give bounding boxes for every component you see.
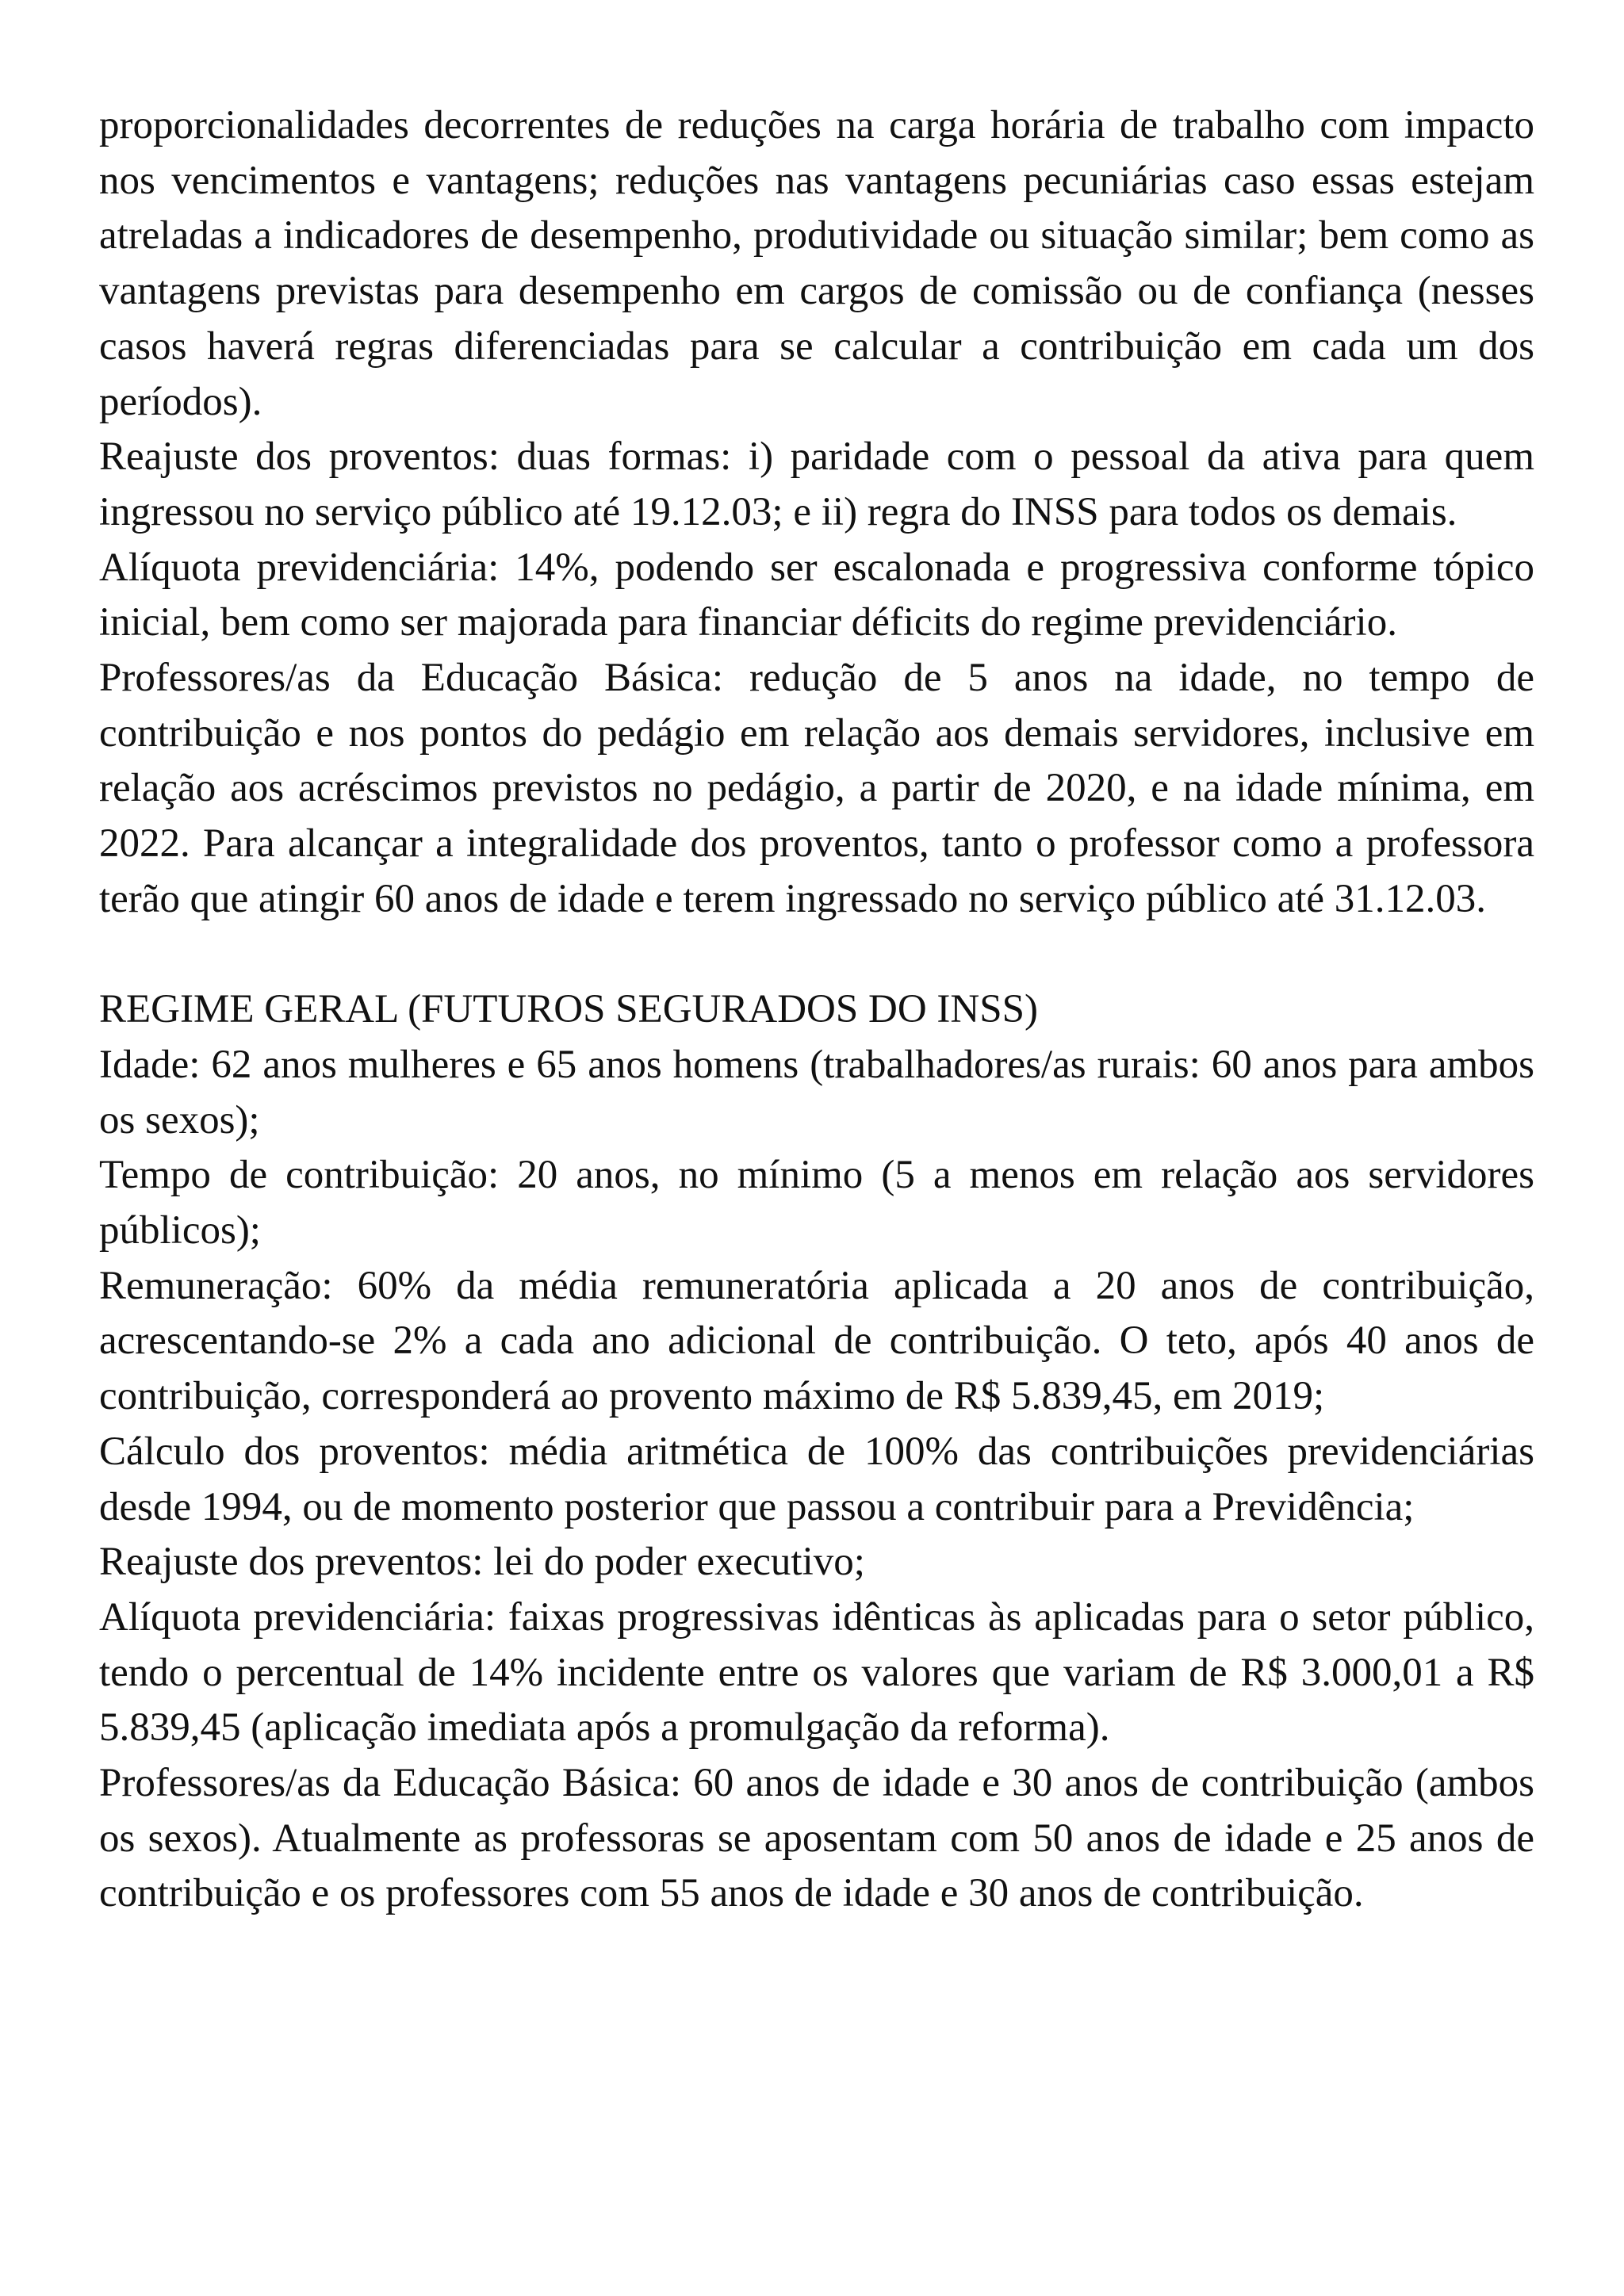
paragraph-idade: Idade: 62 anos mulheres e 65 anos homens (trabalhadores/as rurais: 60 anos para ambos os sexos);: [99, 1042, 1534, 1142]
paragraph-reajuste-preventos: Reajuste dos preventos: lei do poder executivo;: [99, 1540, 865, 1585]
document-page: [99, 98, 1534, 1922]
paragraph-proporcionalidades: proporcionalidades decorrentes de reduções na carga horária de trabalho com impacto nos vencimentos e vantagens; reduções nas vantagens pecuniárias caso essas estejam atreladas a indicadores de desempenho, produtividade ou situação similar; bem como as vantagens previstas para desempenho em cargos de comissão ou de confiança (nesses casos haverá regras diferenciadas para se calcular a contribuição em cada um dos períodos).: [99, 103, 1534, 424]
paragraph-reajuste-proventos: Reajuste dos proventos: duas formas: i) paridade com o pessoal da ativa para quem ingressou no serviço público até 19.12.03; e ii) regra do INSS para todos os demais.: [99, 434, 1534, 534]
paragraph-professores-servidores: Professores/as da Educação Básica: redução de 5 anos na idade, no tempo de contribuição e nos pontos do pedágio em relação aos demais servidores, inclusive em relação aos acréscimos previstos no pedágio, a partir de 2020, e na idade mínima, em 2022. Para alcançar a integralidade dos proventos, tanto o professor como a professora terão que atingir 60 anos de idade e terem ingressado no serviço público até 31.12.03.: [99, 656, 1534, 921]
paragraph-professores-regime-geral: Professores/as da Educação Básica: 60 anos de idade e 30 anos de contribuição (ambos os sexos). Atualmente as professoras se aposentam com 50 anos de idade e 25 anos de contribuição e os professores com 55 anos de idade e 30 anos de contribuição.: [99, 1761, 1534, 1916]
paragraph-aliquota-regime-geral: Alíquota previdenciária: faixas progressivas idênticas às aplicadas para o setor público, tendo o percentual de 14% incidente entre os valores que variam de R$ 3.000,01 a R$ 5.839,45 (aplicação imediata após a promulgação da reforma).: [99, 1594, 1534, 1751]
section-heading-regime-geral: REGIME GERAL (FUTUROS SEGURADOS DO INSS): [99, 987, 1038, 1032]
paragraph-remuneracao: Remuneração: 60% da média remuneratória aplicada a 20 anos de contribuição, acrescentando-se 2% a cada ano adicional de contribuição. O teto, após 40 anos de contribuição, corresponderá ao provento máximo de R$ 5.839,45, em 2019;: [99, 1263, 1534, 1419]
section-spacer: [99, 928, 1534, 983]
paragraph-aliquota-servidores: Alíquota previdenciária: 14%, podendo ser escalonada e progressiva conforme tópico inicial, bem como ser majorada para financiar déficits do regime previdenciário.: [99, 545, 1534, 645]
paragraph-tempo-contribuicao: Tempo de contribuição: 20 anos, no mínimo (5 a menos em relação aos servidores públicos);: [99, 1153, 1534, 1253]
paragraph-calculo-proventos: Cálculo dos proventos: média aritmética de 100% das contribuições previdenciárias desde 1994, ou de momento posterior que passou a contribuir para a Previdência;: [99, 1429, 1534, 1529]
